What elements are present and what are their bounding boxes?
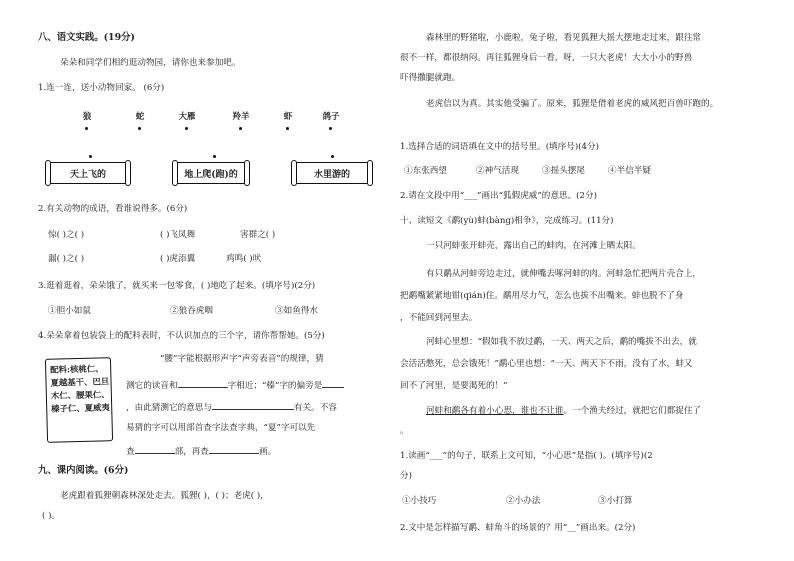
section-9-title: 九、课内阅读。(6分) (38, 465, 129, 476)
reading-q1-option-3[interactable]: ③摇头摆尾 (542, 166, 585, 176)
reading-q1-title: 1.选择合适的词语填在文中的括号里。(填序号)(4分) (400, 142, 599, 152)
home-water-scroll (294, 162, 370, 184)
animal-shrimp: 虾 (283, 111, 293, 121)
answer-blank[interactable] (322, 378, 344, 388)
home-sky-label: 天上飞的 (69, 169, 106, 180)
match-dot[interactable] (185, 127, 188, 130)
section-8-intro: 朵朵和同学们相约逛动物园，请你也来参加吧。 (60, 58, 241, 68)
match-dot[interactable] (286, 127, 289, 130)
home-land-scroll (175, 162, 247, 184)
q4-line-2: 测它的读音和 字相近；“榛”字的偏旁是 (126, 378, 344, 392)
answer-blank[interactable] (135, 444, 175, 454)
passage-1-line-1: 森林里的野猪啦，小鹿啦，兔子啦，看见狐狸大摇大摆地走过来，跟往常 (426, 33, 702, 43)
passage-1-line-3: 吓得撒腿就跑。 (400, 73, 461, 83)
home-land-label: 地上爬(跑)的 (184, 169, 238, 180)
q4-line-3: ，由此猜测它的意思与 有关。不容 (126, 400, 337, 414)
section-8-title: 八、语文实践。(19分) (38, 32, 135, 43)
story-para-2-line-2: 把鹬嘴紧紧地钳(qián)住。鹬用尽力气，怎么也拔不出嘴来。蚌也脱不了身 (400, 291, 684, 301)
story-q1-line-1: 1.读画“___”的句子，联系上文可知，“小心思”是指( )。(填序号)(2 (400, 451, 653, 461)
match-dot[interactable] (213, 155, 216, 158)
reading-q1-option-4[interactable]: ④半信半疑 (608, 166, 651, 176)
animal-wolf: 狼 (82, 111, 92, 121)
section-9-line-1: 老虎跟着狐狸朝森林深处走去。狐狸( )，( )；老虎( )， (60, 491, 269, 501)
match-dot[interactable] (239, 127, 242, 130)
story-q1-option-3[interactable]: ③小打算 (598, 496, 633, 506)
underlined-sentence: 河蚌和鹬各有着小心思，谁也不让谁 (426, 406, 564, 416)
home-water-label: 水里游的 (313, 169, 350, 180)
q4-line-4: 易猜的字可以用部首查字法查字典，“夏”字可以先 (126, 423, 316, 433)
story-para-3-line-2: 会活活憋死，总会饿死！”鹬心里也想：“一天、两天下不雨，没有了水，蚌又 (400, 359, 693, 369)
q4-title: 4.朵朵拿着包装袋上的配料表时，不认识加点的三个字，请你帮帮她。(5分) (38, 331, 325, 341)
ingredient-label-card (45, 357, 113, 443)
story-q1-option-1[interactable]: ①小技巧 (402, 496, 437, 506)
story-q1-option-2[interactable]: ②小办法 (506, 496, 541, 506)
story-para-4-end: 。 (400, 426, 409, 436)
story-sentence-1: 一只河蚌张开蚌壳，露出自己的蚌肉，在河滩上晒太阳。 (426, 241, 641, 251)
animal-pigeon: 鸽子 (322, 111, 340, 121)
match-dot[interactable] (329, 127, 332, 130)
answer-blank[interactable] (212, 400, 294, 410)
idiom-2[interactable]: ( )飞凤舞 (160, 230, 196, 240)
story-para-3-line-1: 河蚌心里想：“假如我不放过鹬，一天、两天之后，鹬的嘴拔不出去，就 (426, 337, 697, 347)
idiom-3[interactable]: 害群之( ) (240, 230, 276, 240)
section-9-line-2: ( )。 (42, 511, 61, 521)
story-para-3-line-3: 回不了河里，是要渴死的！” (400, 381, 508, 391)
reading-q1-option-1[interactable]: ①东张西望 (404, 166, 447, 176)
q1-title: 1.连一连，送小动物回家。 (6分) (38, 83, 165, 93)
idiom-1[interactable]: 惊( )之( ) (48, 230, 85, 240)
q3-option-1[interactable]: ①胆小如鼠 (48, 306, 91, 316)
animal-wild-goose: 大雁 (178, 111, 196, 121)
q4-line-5: 查 部，再查 画。 (126, 444, 276, 458)
story-q2: 2.文中是怎样描写鹬、蚌角斗的场景的？用“__”画出来。(2分) (400, 523, 636, 533)
idiom-6[interactable]: 鸡鸣( )吠 (226, 254, 262, 264)
section-10-title: 十、读短文《鹬(yù)蚌(bàng)相争》，完成练习。(11分) (400, 216, 614, 226)
match-dot[interactable] (138, 127, 141, 130)
reading-q2-title: 2.请在文段中用“___”画出“狐假虎威”的意思。(2分) (400, 191, 597, 201)
q2-title: 2.有关动物的成语，看谁说得多。(6分) (38, 204, 188, 214)
answer-blank[interactable] (209, 444, 259, 454)
reading-q1-option-2[interactable]: ②神气活现 (476, 166, 519, 176)
story-para-2-line-1: 有只鹬从河蚌旁边走过，就伸嘴去啄河蚌的肉。河蚌急忙把两片壳合上， (426, 269, 702, 279)
story-q1-line-2: 分) (400, 471, 412, 481)
answer-blank[interactable] (178, 378, 228, 388)
q3-option-2[interactable]: ②狼吞虎咽 (170, 306, 213, 316)
home-sky-scroll (48, 162, 128, 184)
q3-option-3[interactable]: ③如鱼得水 (275, 306, 318, 316)
idiom-4[interactable]: 漏( )之( ) (48, 254, 85, 264)
passage-1-line-2: 很不一样，都很纳闷。再往狐狸身后一看，呀，一只大老虎！大大小小的野兽 (400, 53, 693, 63)
idiom-5[interactable]: ( )虎添翼 (160, 254, 196, 264)
story-para-4: 河蚌和鹬各有着小心思，谁也不让谁。一个渔夫经过，就把它们都捉住了 (426, 406, 702, 416)
animal-snake: 蛇 (135, 111, 145, 121)
q4-line-1: “腰”字能根据形声字“声旁表音”的规律，猜 (160, 354, 324, 364)
passage-2: 老虎信以为真。其实他受骗了。原来，狐狸是借着老虎的威风把百兽吓跑的。 (426, 99, 719, 109)
q3-title: 3.逛着逛着，朵朵饿了，就买来一包零食，( )地吃了起来。(填序号)(2分) (38, 281, 316, 291)
ingredient-label-text: 配料:核桃仁、 夏越基干、巴旦 木仁、腰果仁、 榛子仁、夏威夷 (50, 363, 110, 414)
match-dot[interactable] (85, 127, 88, 130)
animal-antelope: 羚羊 (232, 111, 250, 121)
match-dot[interactable] (89, 155, 92, 158)
match-dot[interactable] (331, 155, 334, 158)
story-para-2-line-3: ，不能回到河里去。 (400, 313, 478, 323)
